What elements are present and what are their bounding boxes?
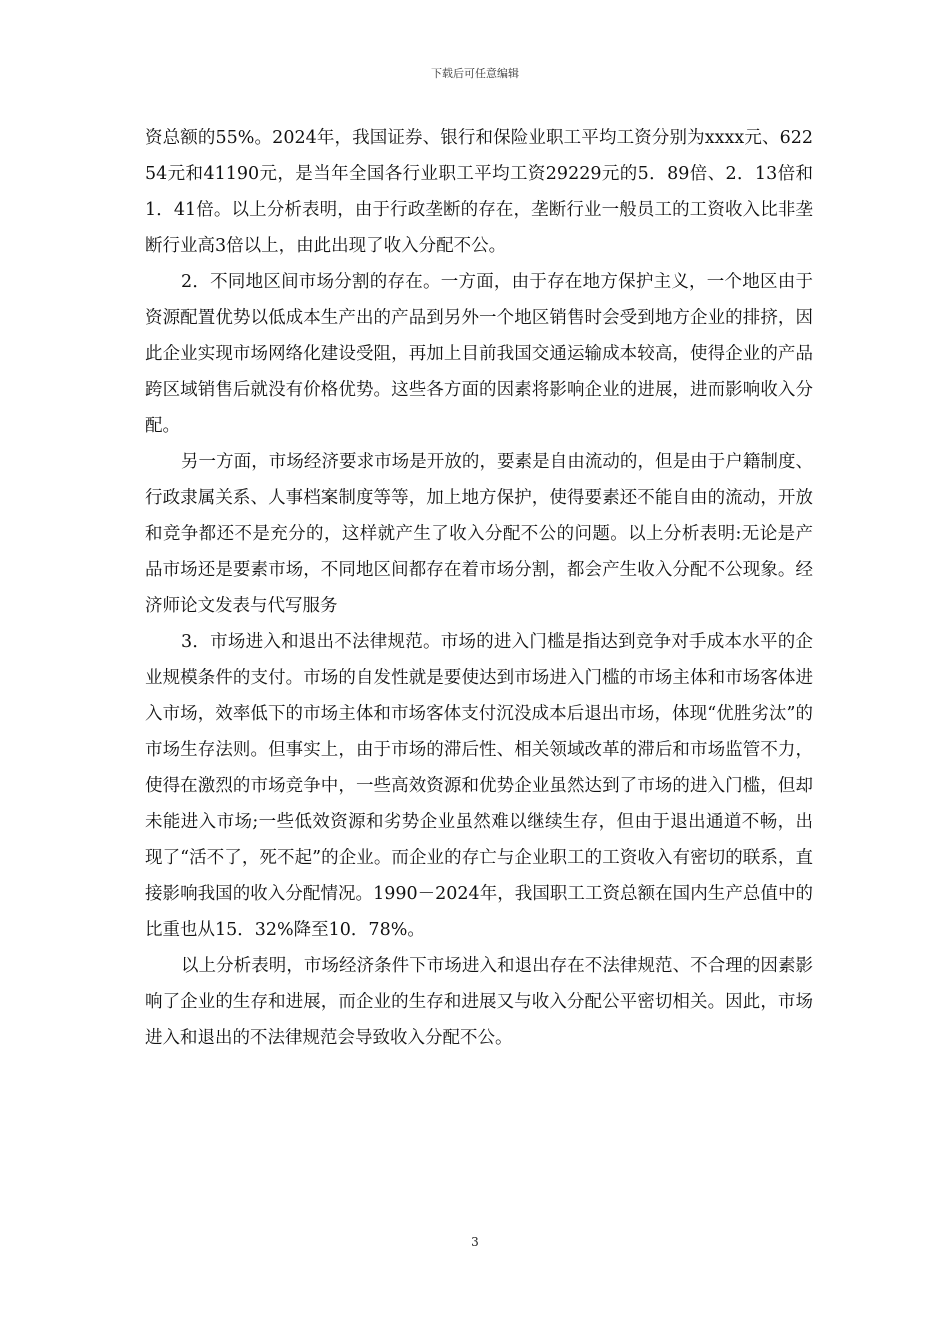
paragraph-2: 2．不同地区间市场分割的存在。一方面，由于存在地方保护主义，一个地区由于资源配置优势以低成本生产出的产品到另外一个地区销售时会受到地方企业的排挤，因此企业实现市场网络化建设受阻，再加上目前我国交通运输成本较高，使得企业的产品跨区域销售后就没有价格优势。这些各方面的因素将影响企业的进展，进而影响收入分配。 [145, 272, 813, 436]
page-header: 下载后可任意编辑 [431, 67, 519, 80]
page-number: 3 [471, 1235, 479, 1249]
paragraph-1: 资总额的55%。2024年，我国证券、银行和保险业职工平均工资分别为xxxx元、62254元和41190元，是当年全国各行业职工平均工资29229元的5．89倍、2．13倍和1．41倍。以上分析表明，由于行政垄断的存在，垄断行业一般员工的工资收入比非垄断行业高3倍以上，由此出现了收入分配不公。 [145, 128, 813, 256]
paragraph-5: 以上分析表明，市场经济条件下市场进入和退出存在不法律规范、不合理的因素影响了企业的生存和进展，而企业的生存和进展又与收入分配公平密切相关。因此，市场进入和退出的不法律规范会导致收入分配不公。 [145, 956, 813, 1048]
paragraph-4: 3．市场进入和退出不法律规范。市场的进入门槛是指达到竞争对手成本水平的企业规模条件的支付。市场的自发性就是要使达到市场进入门槛的市场主体和市场客体进入市场，效率低下的市场主体和市场客体支付沉没成本后退出市场，体现“优胜劣汰”的市场生存法则。但事实上，由于市场的滞后性、相关领域改革的滞后和市场监管不力，使得在激烈的市场竞争中，一些高效资源和优势企业虽然达到了市场的进入门槛，但却未能进入市场;一些低效资源和劣势企业虽然难以继续生存，但由于退出通道不畅，出现了“活不了，死不起”的企业。而企业的存亡与企业职工的工资收入有密切的联系，直接影响我国的收入分配情况。1990－2024年，我国职工工资总额在国内生产总值中的比重也从15．32%降至10．78%。 [145, 632, 813, 940]
paragraph-3: 另一方面，市场经济要求市场是开放的，要素是自由流动的，但是由于户籍制度、行政隶属关系、人事档案制度等等，加上地方保护，使得要素还不能自由的流动，开放和竞争都还不是充分的，这样就产生了收入分配不公的问题。以上分析表明:无论是产品市场还是要素市场，不同地区间都存在着市场分割，都会产生收入分配不公现象。经济师论文发表与代写服务 [145, 452, 813, 616]
document-body [145, 120, 813, 1056]
